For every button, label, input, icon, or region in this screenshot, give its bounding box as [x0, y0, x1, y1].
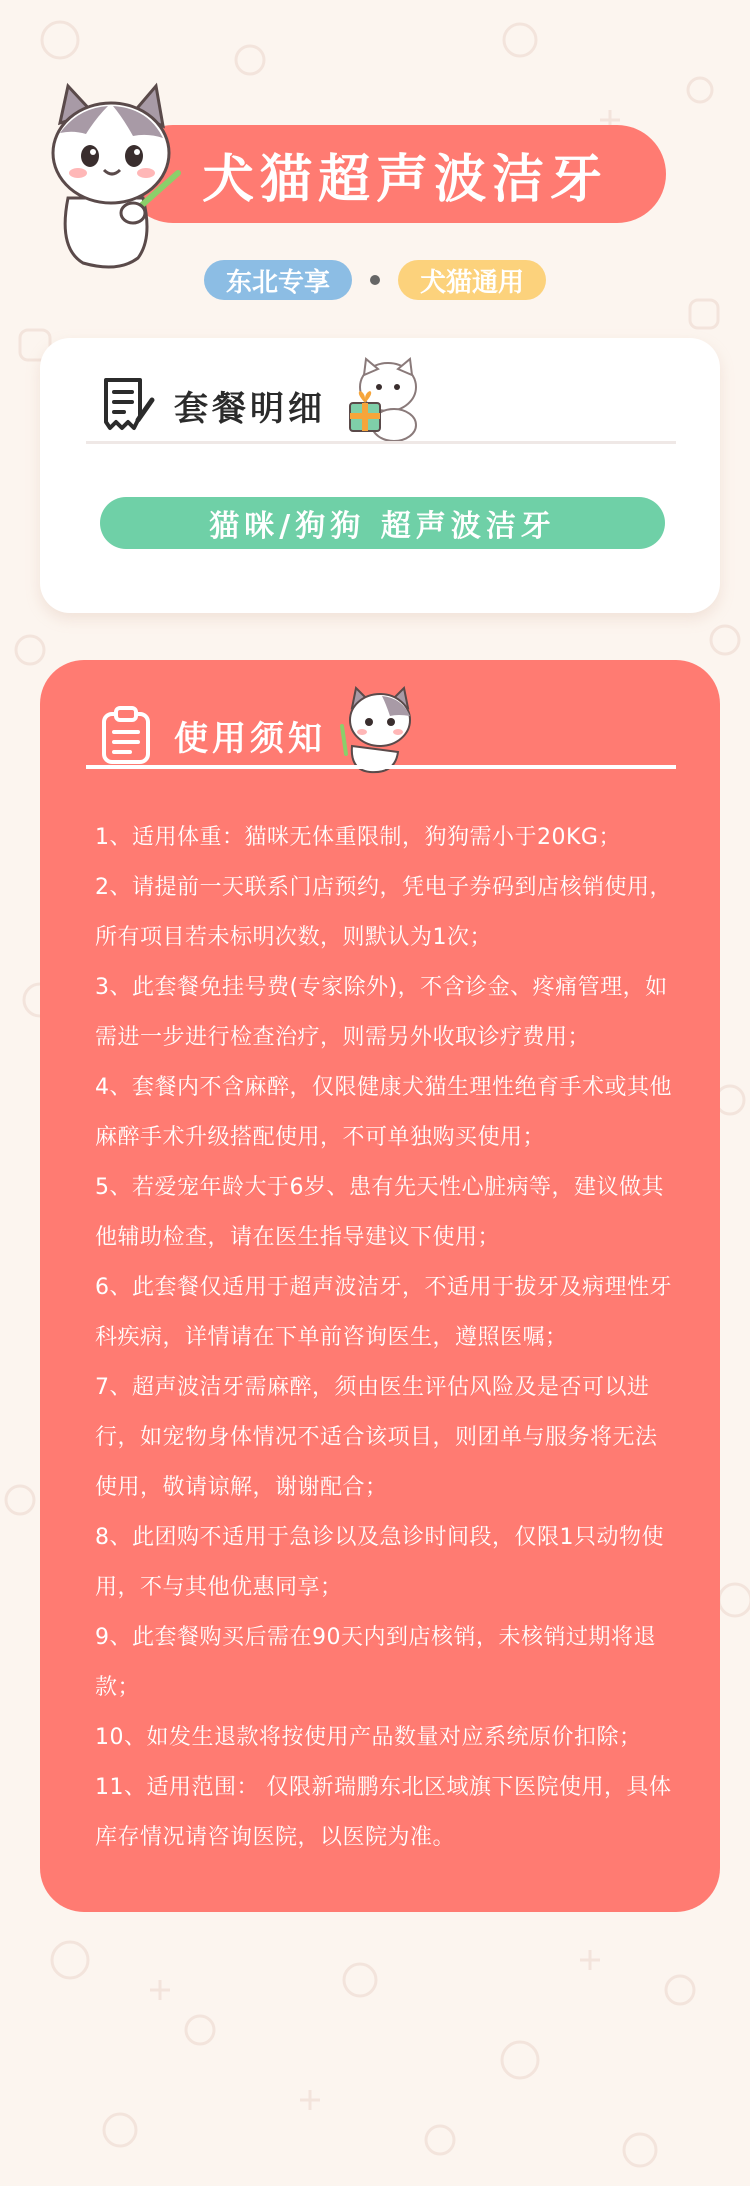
rule-item: 3、此套餐免挂号费(专家除外)，不含诊金、疼痛管理，如需进一步进行检查治疗，则需另外收取诊疗费用； [95, 975, 668, 1050]
title-banner [124, 125, 666, 223]
page-title: 犬猫超声波洁牙 [201, 149, 608, 210]
rule-item: 1、适用体重：猫咪无体重限制，狗狗需小于20KG； [95, 825, 621, 850]
separator-dot [370, 275, 380, 285]
tag-row [0, 258, 750, 302]
package-header [98, 370, 426, 440]
cat-toothbrush-icon [340, 686, 420, 776]
rule-item: 2、请提前一天联系门店预约，凭电子券码到店核销使用，所有项目若未标明次数，则默认为1次； [95, 875, 672, 950]
rule-item: 7、超声波洁牙需麻醉，须由医生评估风险及是否可以进行，如宠物身体情况不适合该项目，则团单与服务将无法使用，敬请谅解，谢谢配合； [95, 1375, 658, 1500]
receipt-icon [98, 376, 156, 434]
rule-item: 4、套餐内不含麻醉，仅限健康犬猫生理性绝育手术或其他麻醉手术升级搭配使用，不可单独购买使用； [95, 1075, 672, 1150]
region-tag: 东北专享 [204, 260, 352, 300]
pet-type-tag: 犬猫通用 [398, 260, 546, 300]
cat-gift-icon [346, 355, 426, 445]
clipboard-icon [98, 704, 156, 766]
divider [86, 765, 676, 769]
rule-item: 11、适用范围： 仅限新瑞鹏东北区域旗下医院使用，具体库存情况请咨询医院，以医院为准。 [95, 1775, 672, 1850]
notice-header [98, 695, 420, 775]
package-section-title: 套餐明细 [174, 388, 326, 429]
rule-item: 5、若爱宠年龄大于6岁、患有先天性心脏病等，建议做其他辅助检查，请在医生指导建议下使用； [95, 1175, 664, 1250]
cat-mascot-illustration [38, 78, 188, 278]
rule-item: 6、此套餐仅适用于超声波洁牙，不适用于拔牙及病理性牙科疾病，详情请在下单前咨询医生，遵照医嘱； [95, 1275, 672, 1350]
notice-rules-list [95, 813, 677, 1863]
rule-item: 9、此套餐购买后需在90天内到店核销，未核销过期将退款； [95, 1625, 656, 1700]
package-item: 猫咪/狗狗 超声波洁牙 [100, 497, 665, 549]
rule-item: 10、如发生退款将按使用产品数量对应系统原价扣除； [95, 1725, 642, 1750]
notice-section-title: 使用须知 [174, 718, 326, 759]
rule-item: 8、此团购不适用于急诊以及急诊时间段，仅限1只动物使用，不与其他优惠同享； [95, 1525, 664, 1600]
divider [86, 441, 676, 444]
